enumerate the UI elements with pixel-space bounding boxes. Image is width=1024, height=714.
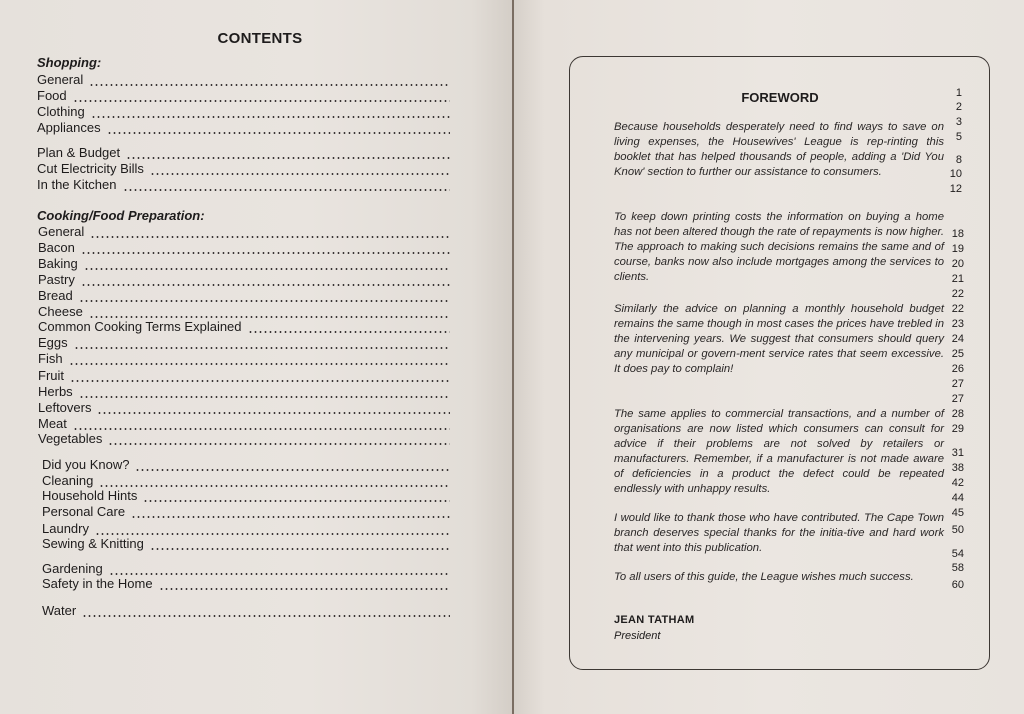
foreword-paragraph: I would like to thank those who have contributed. The Cape Town branch deserves special thanks for the initia-tive and hard work that went into this publication. bbox=[614, 512, 944, 554]
foreword-paragraph: To all users of this guide, the League wishes much success. bbox=[614, 571, 914, 583]
toc-page-number: 10 bbox=[949, 168, 962, 180]
toc-page-number: 27 bbox=[951, 393, 964, 405]
toc-leader-dots bbox=[74, 347, 450, 349]
toc-entry-label: Eggs bbox=[38, 335, 68, 350]
toc-leader-dots bbox=[95, 533, 450, 535]
toc-leader-dots bbox=[159, 588, 450, 590]
toc-page-number: 21 bbox=[951, 273, 964, 285]
toc-page-number: 45 bbox=[951, 507, 964, 519]
toc-entry-label: Fish bbox=[38, 351, 63, 366]
toc-entry-label: Pastry bbox=[38, 272, 75, 287]
toc-leader-dots bbox=[109, 573, 450, 575]
toc-page-number: 58 bbox=[951, 562, 964, 574]
foreword-title: FOREWORD bbox=[741, 90, 819, 105]
contents-title: CONTENTS bbox=[217, 30, 303, 47]
toc-page-number: 50 bbox=[951, 524, 964, 536]
toc-page-number: 19 bbox=[951, 243, 964, 255]
toc-entry-label: Personal Care bbox=[42, 504, 126, 519]
toc-entry-label: Safety in the Home bbox=[42, 576, 153, 591]
toc-leader-dots bbox=[123, 189, 450, 191]
toc-page-number: 1 bbox=[955, 87, 962, 99]
toc-leader-dots bbox=[84, 268, 450, 270]
toc-page-number: 44 bbox=[951, 492, 964, 504]
toc-entry-label: Plan & Budget bbox=[37, 145, 121, 160]
toc-entry-label: Cut Electricity Bills bbox=[37, 161, 144, 176]
toc-leader-dots bbox=[248, 331, 450, 333]
toc-entry-label: Gardening bbox=[42, 561, 103, 576]
section-heading-cooking: Cooking/Food Preparation: bbox=[37, 208, 205, 223]
toc-leader-dots bbox=[99, 485, 450, 487]
toc-leader-dots bbox=[81, 284, 450, 286]
toc-page-number: 31 bbox=[951, 447, 964, 459]
foreword-paragraph: To keep down printing costs the information on buying a home has not been altered though the rate of repayments is now higher. The approach to making such decisions remains the same and of course, banks now also include mortgages among the services to clients. bbox=[614, 211, 944, 283]
toc-leader-dots bbox=[131, 516, 450, 518]
toc-page-number: 22 bbox=[951, 288, 964, 300]
foreword-paragraph: Similarly the advice on planning a monthly household budget remains the same though in most cases the prices have trebled in the intervening years. We suggest that consumers should query any municipal or govern-ment service rates that seem excessive. It does pay to complain! bbox=[614, 303, 944, 375]
toc-entry-label: Vegetables bbox=[38, 431, 103, 446]
toc-entry-label: Food bbox=[37, 88, 67, 103]
toc-leader-dots bbox=[79, 396, 450, 398]
toc-entry-label: Clothing bbox=[37, 104, 85, 119]
toc-page-number: 42 bbox=[951, 477, 964, 489]
toc-leader-dots bbox=[89, 84, 450, 86]
toc-page-number: 12 bbox=[949, 183, 962, 195]
foreword-paragraph: Because households desperately need to find ways to save on living expenses, the Housewives' League is rep-rinting this booklet that has helped thousands of people, adding a 'Did You Know' section to further our assistance to consumers. bbox=[614, 121, 944, 178]
toc-page-number: 26 bbox=[951, 363, 964, 375]
toc-page-number: 24 bbox=[951, 333, 964, 345]
toc-entry-label: Common Cooking Terms Explained bbox=[38, 319, 242, 334]
toc-page-number: 5 bbox=[955, 131, 962, 143]
toc-entry-label: General bbox=[38, 224, 85, 239]
toc-page-number: 2 bbox=[955, 101, 962, 113]
toc-leader-dots bbox=[81, 252, 450, 254]
toc-page-number: 3 bbox=[955, 116, 962, 128]
toc-page-number: 23 bbox=[951, 318, 964, 330]
toc-page-number: 27 bbox=[951, 378, 964, 390]
toc-entry-label: Cleaning bbox=[42, 473, 94, 488]
toc-leader-dots bbox=[69, 363, 450, 365]
toc-entry-label: Baking bbox=[38, 256, 78, 271]
toc-entry-label: Did you Know? bbox=[42, 457, 130, 472]
toc-page-number: 38 bbox=[951, 462, 964, 474]
toc-entry-label: Leftovers bbox=[38, 400, 92, 415]
toc-entry-label: In the Kitchen bbox=[37, 177, 117, 192]
toc-leader-dots bbox=[73, 100, 450, 102]
toc-leader-dots bbox=[82, 615, 450, 617]
toc-leader-dots bbox=[90, 236, 450, 238]
toc-leader-dots bbox=[73, 428, 450, 430]
section-heading-shopping: Shopping: bbox=[37, 55, 102, 70]
toc-leader-dots bbox=[143, 500, 450, 502]
toc-leader-dots bbox=[107, 132, 450, 134]
toc-entry-label: Meat bbox=[38, 416, 67, 431]
toc-entry-label: Fruit bbox=[38, 368, 64, 383]
toc-leader-dots bbox=[126, 157, 450, 159]
toc-entry-label: Sewing & Knitting bbox=[42, 536, 144, 551]
signature-name: JEAN TATHAM bbox=[614, 614, 695, 626]
toc-page-number: 54 bbox=[951, 548, 964, 560]
toc-leader-dots bbox=[91, 116, 450, 118]
toc-leader-dots bbox=[135, 469, 450, 471]
toc-leader-dots bbox=[79, 300, 450, 302]
toc-leader-dots bbox=[108, 443, 450, 445]
toc-entry-label: Laundry bbox=[42, 521, 89, 536]
toc-entry-label: Household Hints bbox=[42, 488, 138, 503]
book-gutter bbox=[512, 0, 514, 714]
toc-entry-label: General bbox=[37, 72, 84, 87]
toc-leader-dots bbox=[150, 173, 450, 175]
toc-page-number: 28 bbox=[951, 408, 964, 420]
foreword-paragraph: The same applies to commercial transactions, and a number of organisations are now listed which consumers can consult for advice if their problems are not solved by retailers or manufacturers. Remember, if a manufacturer is not made aware of deficiencies in a product the defect could be repeated endlessly with unhappy results. bbox=[614, 408, 944, 495]
toc-page-number: 8 bbox=[955, 154, 962, 166]
toc-entry-label: Water bbox=[42, 603, 77, 618]
toc-entry-label: Cheese bbox=[38, 304, 83, 319]
toc-leader-dots bbox=[89, 316, 450, 318]
signature-role: President bbox=[614, 630, 661, 642]
toc-page-number: 22 bbox=[951, 303, 964, 315]
toc-page-number: 20 bbox=[951, 258, 964, 270]
toc-entry-label: Bacon bbox=[38, 240, 75, 255]
toc-page-number: 60 bbox=[951, 579, 964, 591]
toc-leader-dots bbox=[70, 380, 450, 382]
toc-page-number: 25 bbox=[951, 348, 964, 360]
toc-entry-label: Herbs bbox=[38, 384, 73, 399]
toc-leader-dots bbox=[150, 548, 450, 550]
toc-leader-dots bbox=[97, 412, 450, 414]
toc-entry-label: Appliances bbox=[37, 120, 101, 135]
toc-entry-label: Bread bbox=[38, 288, 73, 303]
toc-page-number: 29 bbox=[951, 423, 964, 435]
toc-page-number: 18 bbox=[951, 228, 964, 240]
